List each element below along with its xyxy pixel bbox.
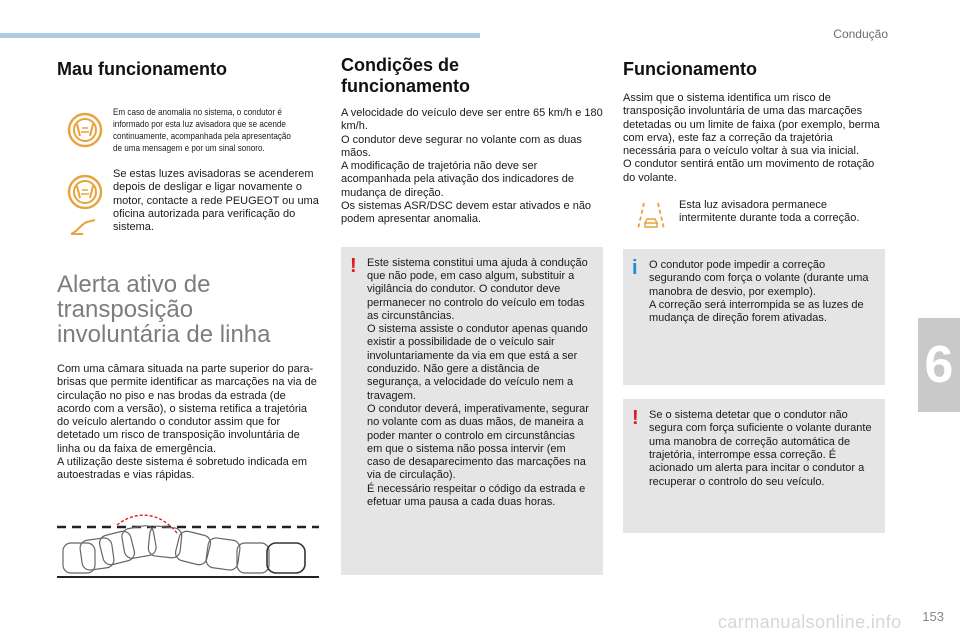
correction-info-text: O condutor pode impedir a correção segurando com força o volante (durante uma manobra de desvio, por exemplo). A correção será interrompida se as luzes de mudança de direção forem ativadas. [649,259,869,325]
warning-1-text: Em caso de anomalia no sistema, o condutor é informado por esta luz avisadora que se acende continuamente, acompanhada pela apresentação de uma mensagem e por um sinal sonoro. [113,107,291,153]
caution-icon-2: ! [632,407,639,430]
section-label: Condução [833,27,888,41]
warning-2-text: Se estas luzes avisadoras se acenderem depois de desligar e ligar novamente o motor, contacte a rede PEUGEOT ou uma oficina autorizada para verificação do sistema. [113,168,319,234]
page-number: 153 [922,609,944,624]
column-malfunction [57,55,319,581]
column-operation [623,55,885,533]
lane-departure-warning-icon [67,174,103,210]
column-operating-conditions [341,55,603,575]
chapter-tab: 6 [918,318,960,412]
warning-lamp-row-1 [57,106,319,154]
alert-heading: Alerta ativo de transposição involuntária de linha [57,271,271,348]
driving-aid-caution-text: Este sistema constitui uma ajuda à condução que não pode, em caso algum, substituir a vigilância do condutor. O condutor deve permanecer no controlo do veículo em todas as circunstâncias. O sistema assiste o condutor apenas quando existir a possibilidade de o veículo sair involuntariamente da via em que está a ser conduzido. Não gere a distância de segurança, a velocidade do veículo nem a travagem. O condutor deverá, imperativamente, segurar no volante com as duas mãos, de maneira a poder manter o controlo em circunstâncias em que o sistema não possa intervir (em caso de desaparecimento das marcações na via de circulação). É necessário respeitar o código da estrada e efetuar uma pausa a cada duas horas. [367,256,589,509]
caution-icon: ! [350,254,357,277]
malfunction-heading: Mau funcionamento [57,59,227,79]
lane-correction-illustration [57,513,319,581]
driving-aid-caution-box [341,247,603,575]
driver-grip-caution-box [623,399,885,533]
warning-lamp-row-2 [57,168,319,238]
alert-body: Com uma câmara situada na parte superior do para-brisas que permite identificar as marcações na via de circulação no piso e nas brodas da estrada (de acordo com a versão), o sistema retifica a trajetória do veículo alertando o condutor assim que for detetado um risco de transposição involuntária de linha ou da faixa de emergência. A utilização deste sistema é sobretudo indicada em autoestradas e vias rápidas. [57,363,317,482]
header-accent-bar [0,33,480,38]
operating-conditions-heading: Condições de funcionamento [341,55,470,96]
correction-info-box [623,249,885,385]
lamp-text: Esta luz avisadora permanece intermitente durante toda a correção. [679,199,860,225]
steering-wheel-warning-icon [67,216,103,238]
lamp-row [623,199,885,233]
operating-conditions-body: A velocidade do veículo deve ser entre 65 km/h e 180 km/h. O condutor deve segurar no volante com as duas mãos. A modificação de trajetória não deve ser acompanhada pela ativação dos indicadores de mudança de direção. Os sistemas ASR/DSC devem estar ativados e não podem apresentar anomalia. [341,107,603,226]
lane-keep-flashing-icon [633,199,669,233]
info-icon: i [632,257,638,280]
watermark: carmanualsonline.info [718,612,902,632]
driver-grip-caution-text: Se o sistema detetar que o condutor não segura com força suficiente o volante durante uma manobra de correção automática de trajetória, interrompe essa correção. É acionado um alerta para incitar o condutor a recuperar o controlo do seu veículo. [649,409,872,488]
operation-heading: Funcionamento [623,59,757,79]
lane-departure-warning-amber-icon [67,112,103,148]
operation-body: Assim que o sistema identifica um risco de transposição involuntária de uma das marcações detetadas ou um limite de faixa (por exemplo, berma com erva), este faz a correção da trajetória necessária para o veículo voltar à sua via inicial. O condutor sentirá então um movimento de rotação do volante. [623,92,880,184]
